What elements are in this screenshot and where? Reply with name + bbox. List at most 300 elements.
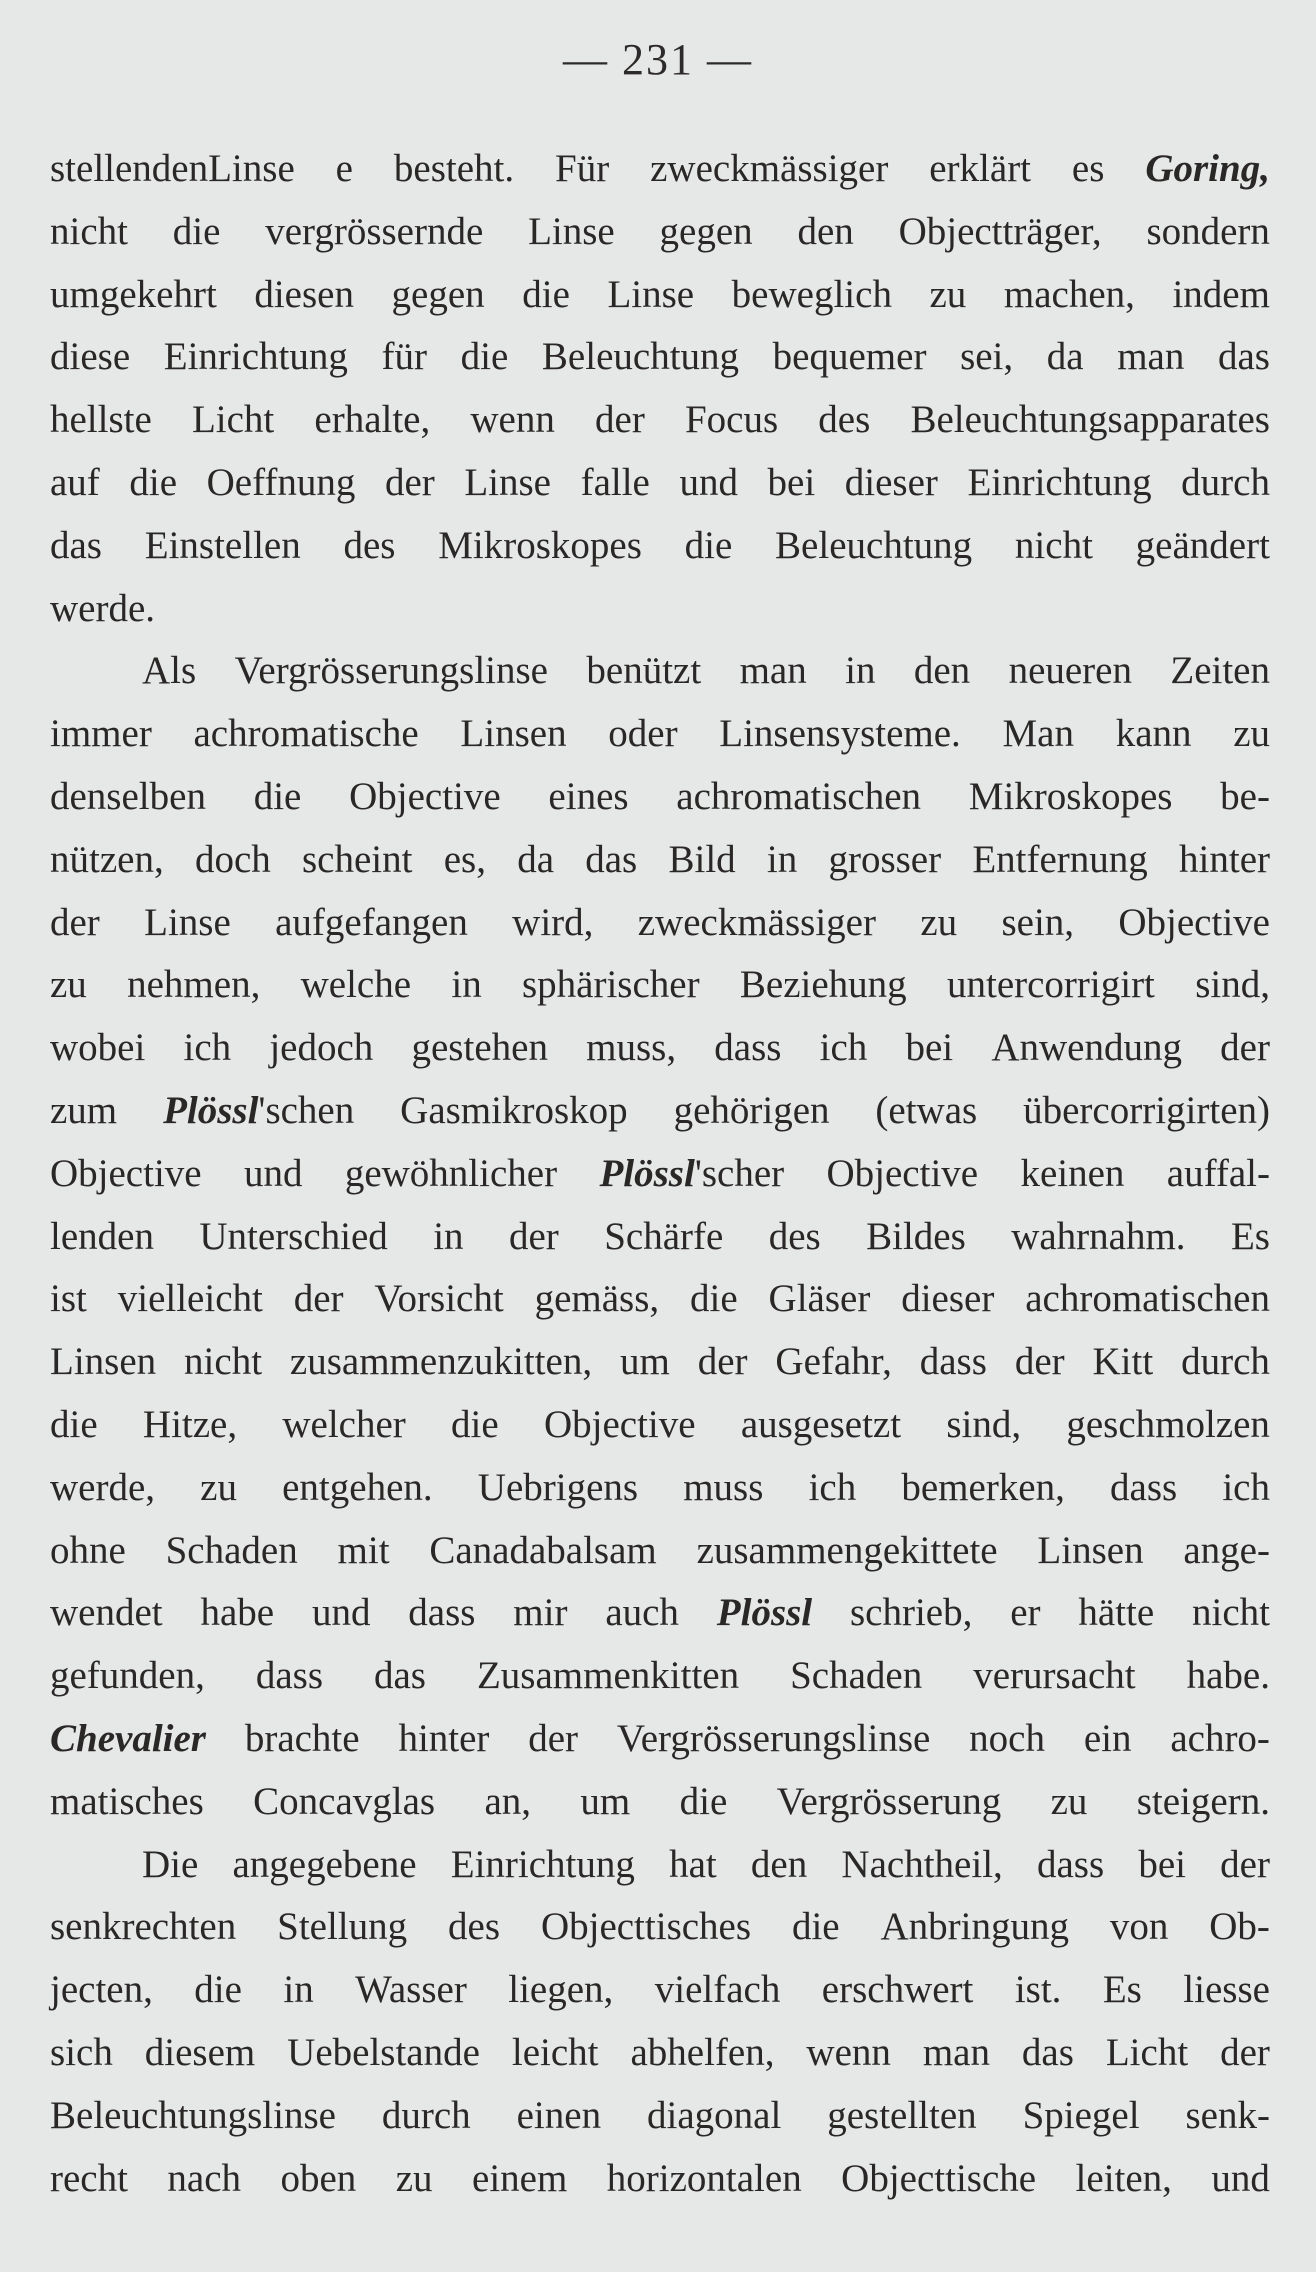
- word: das: [1217, 335, 1270, 379]
- word: vielleicht: [117, 1277, 263, 1321]
- word: brachte: [244, 1716, 360, 1760]
- word: ausgesetzt: [740, 1402, 902, 1446]
- word: Beziehung: [739, 963, 907, 1007]
- word: zweckmässiger: [637, 900, 876, 944]
- word: da: [517, 837, 554, 881]
- word: gegen: [659, 209, 753, 253]
- word: oben: [280, 2156, 357, 2200]
- text-line: [50, 2022, 1270, 2085]
- word: die: [172, 209, 221, 253]
- word: Linse: [528, 209, 615, 253]
- word: Zusammenkitten: [476, 1654, 740, 1698]
- word: man: [922, 2030, 990, 2074]
- word: benützt: [586, 649, 702, 693]
- compound-word: [599, 1143, 784, 1206]
- text-line: [50, 640, 1270, 703]
- word: Als: [142, 649, 197, 693]
- word: ohne: [50, 1528, 126, 1572]
- paragraph: [50, 1834, 1270, 2211]
- word: schrieb,: [849, 1591, 973, 1635]
- word: Beleuchtung: [775, 523, 973, 567]
- word: Mikroskopes: [438, 523, 642, 567]
- text-line: [50, 1143, 1270, 1206]
- word: für: [381, 335, 428, 379]
- word: vergrössernde: [265, 209, 484, 253]
- word: gefunden,: [50, 1654, 205, 1698]
- text-line: [50, 703, 1270, 766]
- word: sich: [50, 2030, 113, 2074]
- word: und: [243, 1151, 303, 1195]
- word: sondern: [1146, 209, 1270, 253]
- word: der: [293, 1277, 344, 1321]
- word: Schaden: [790, 1654, 923, 1698]
- word: Linse: [607, 272, 695, 316]
- text-line: [50, 1017, 1270, 1080]
- word: wahrnahm.: [1011, 1214, 1186, 1258]
- word: dieser: [901, 1277, 995, 1321]
- word: Vergrösserungslinse: [234, 649, 548, 693]
- word: Bildes: [866, 1214, 966, 1258]
- italic-word: Plössl: [163, 1088, 259, 1132]
- word: Entfernung: [972, 837, 1148, 881]
- word: jecten,: [50, 1968, 153, 2012]
- word: dass: [1036, 1842, 1105, 1886]
- text-line: [50, 1394, 1270, 1457]
- word: wird,: [512, 900, 594, 944]
- word: erhalte,: [314, 398, 431, 442]
- word: bequemer: [772, 335, 927, 379]
- word: das: [1021, 2030, 1074, 2074]
- word: hinter: [398, 1716, 490, 1760]
- word: man: [739, 649, 807, 693]
- word: leiten,: [1075, 2156, 1172, 2200]
- word: Linse: [464, 460, 551, 504]
- word: Einrichtung: [450, 1842, 635, 1886]
- word: bei: [1138, 1842, 1186, 1886]
- text-line: [50, 1959, 1270, 2022]
- word: Gefahr,: [775, 1340, 892, 1384]
- word: zu: [50, 963, 87, 1007]
- compound-word: [163, 1080, 354, 1143]
- word: nehmen,: [127, 963, 261, 1007]
- word: 'schen: [258, 1088, 355, 1132]
- word: Oeffnung: [206, 460, 356, 504]
- word: Gasmikroskop: [400, 1088, 628, 1132]
- word: senk-: [1185, 2093, 1270, 2137]
- word: sind,: [1195, 963, 1270, 1007]
- word: zweckmässiger: [650, 147, 889, 190]
- word: eines: [548, 774, 629, 818]
- word: die: [451, 1402, 499, 1446]
- word: zu: [929, 272, 967, 316]
- word: geschmolzen: [1066, 1402, 1270, 1446]
- word: angegebene: [232, 1842, 417, 1886]
- word: achro-: [1170, 1716, 1270, 1760]
- word: habe: [200, 1591, 275, 1635]
- word: der: [1220, 2030, 1270, 2074]
- word: werde.: [50, 586, 156, 630]
- italic-word: Chevalier: [50, 1716, 206, 1760]
- text-line: [50, 2085, 1270, 2148]
- word: ein: [1083, 1716, 1132, 1760]
- word: erschwert: [821, 1968, 974, 2012]
- word: senkrechten: [50, 1905, 237, 1949]
- word: Linsensysteme.: [719, 712, 961, 756]
- word: ich: [819, 1026, 868, 1070]
- word: auffal-: [1166, 1151, 1270, 1195]
- word: Beleuchtung: [541, 335, 740, 379]
- word: untercorrigirt: [946, 963, 1155, 1007]
- word: der: [528, 1716, 579, 1760]
- word: der: [595, 398, 645, 442]
- text-line: [50, 2148, 1270, 2211]
- word: wenn: [806, 2030, 891, 2074]
- word: matisches: [50, 1779, 204, 1823]
- text-line: [50, 1520, 1270, 1583]
- word: des: [343, 523, 396, 567]
- text-line: [50, 1457, 1270, 1520]
- word: bemerken,: [901, 1465, 1065, 1509]
- word: zu: [1050, 1779, 1088, 1823]
- text-line: [50, 1080, 1270, 1143]
- word: nach: [167, 2156, 242, 2200]
- word: durch: [381, 2093, 471, 2137]
- word: Uebelstande: [287, 2030, 480, 2074]
- word: Objective: [543, 1402, 696, 1446]
- word: in: [433, 1214, 464, 1258]
- word: auch: [605, 1591, 679, 1635]
- word: Beleuchtungslinse: [50, 2093, 336, 2137]
- word: werde,: [50, 1465, 156, 1509]
- word: die: [684, 523, 733, 567]
- word: der: [50, 900, 100, 944]
- word: Schaden: [165, 1528, 298, 1572]
- text-line: [50, 326, 1270, 389]
- word: dass: [714, 1026, 782, 1070]
- word: Die: [142, 1842, 199, 1886]
- word: ist: [50, 1277, 87, 1321]
- word: Anbringung: [880, 1905, 1069, 1949]
- word: Hitze,: [142, 1402, 238, 1446]
- word: besteht.: [393, 147, 515, 190]
- text-line: [50, 264, 1270, 327]
- word: diese: [50, 335, 131, 379]
- word: Beleuchtungsapparates: [910, 398, 1270, 442]
- word: Vergrösserung: [776, 1779, 1002, 1823]
- word: ich: [808, 1465, 857, 1509]
- word: Unterschied: [199, 1214, 388, 1258]
- word: die: [253, 774, 302, 818]
- word: wenn: [470, 398, 555, 442]
- word: die: [460, 335, 509, 379]
- word: der: [1014, 1340, 1065, 1384]
- word: nützen,: [50, 837, 164, 881]
- word: Gläser: [768, 1277, 871, 1321]
- word: der: [1220, 1842, 1270, 1886]
- word: habe.: [1186, 1654, 1270, 1698]
- word: dass: [919, 1340, 987, 1384]
- word: den: [797, 209, 854, 253]
- word: welche: [300, 963, 412, 1007]
- word: gegen: [391, 272, 485, 316]
- word: stellendenLinse: [50, 147, 295, 190]
- word: wobei: [50, 1026, 146, 1070]
- word: in: [766, 837, 798, 881]
- text-line: [50, 1834, 1270, 1897]
- word: zusammengekittete: [696, 1528, 998, 1572]
- text-line: [50, 1708, 1270, 1771]
- word: den: [750, 1842, 808, 1886]
- word: des: [448, 1905, 501, 1949]
- italic-word: Goring,: [1145, 147, 1270, 190]
- word: Mikroskopes: [968, 774, 1173, 818]
- word: sind,: [946, 1402, 1022, 1446]
- text-line: [50, 452, 1270, 515]
- word: Vorsicht: [374, 1277, 504, 1321]
- word: umgekehrt: [50, 272, 217, 316]
- word: ich: [1222, 1465, 1270, 1509]
- word: (etwas: [875, 1088, 978, 1132]
- word: sphärischer: [522, 963, 700, 1007]
- word: grosser: [828, 837, 942, 881]
- word: den: [913, 649, 971, 693]
- word: denselben: [50, 774, 206, 818]
- word: es,: [443, 837, 486, 881]
- word: von: [1109, 1905, 1169, 1949]
- word: der: [508, 1214, 559, 1258]
- word: wendet: [50, 1591, 163, 1635]
- word: achromatische: [193, 712, 419, 756]
- word: Objectträger,: [898, 209, 1102, 253]
- text-line: [50, 1331, 1270, 1394]
- word: liesse: [1183, 1968, 1270, 2012]
- text-line: [50, 1268, 1270, 1331]
- word: Es: [1102, 1968, 1142, 2012]
- word: und: [679, 460, 738, 504]
- word: recht: [50, 2156, 128, 2200]
- word: es: [1071, 147, 1105, 190]
- word: in: [845, 649, 876, 693]
- word: be-: [1220, 774, 1270, 818]
- word: Objective: [826, 1151, 979, 1195]
- word: auf: [50, 460, 100, 504]
- word: liegen,: [508, 1968, 614, 2012]
- word: steigern.: [1136, 1779, 1270, 1823]
- word: aufgefangen: [275, 900, 468, 944]
- word: des: [768, 1214, 821, 1258]
- word: an,: [484, 1779, 532, 1823]
- text-line: [50, 1582, 1270, 1645]
- word: machen,: [1003, 272, 1135, 316]
- word: oder: [608, 712, 678, 756]
- word: bei: [905, 1026, 954, 1070]
- word: falle: [580, 460, 650, 504]
- word: lenden: [50, 1214, 154, 1258]
- word: man: [1117, 335, 1185, 379]
- word: kann: [1115, 712, 1192, 756]
- word: abhelfen,: [630, 2030, 775, 2074]
- word: Linsen: [50, 1340, 157, 1384]
- word: die: [194, 1968, 242, 2012]
- text-line: [50, 578, 1270, 641]
- word: da: [1046, 335, 1084, 379]
- word: ist.: [1014, 1968, 1062, 2012]
- word: diesen: [254, 272, 354, 316]
- word: dass: [1110, 1465, 1178, 1509]
- word: zu: [395, 2156, 433, 2200]
- word: das: [374, 1654, 426, 1698]
- word: Einstellen: [144, 523, 301, 567]
- text-line: [50, 954, 1270, 1017]
- word: Wasser: [355, 1968, 467, 2012]
- word: nicht: [1014, 523, 1093, 567]
- word: Linse: [144, 900, 231, 944]
- word: dieser: [844, 460, 938, 504]
- word: Es: [1230, 1214, 1270, 1258]
- word: e: [335, 147, 353, 190]
- word: Für: [555, 147, 610, 190]
- word: Linsen: [1037, 1528, 1144, 1572]
- word: der: [384, 460, 435, 504]
- word: Zeiten: [1170, 649, 1270, 693]
- word: muss,: [586, 1026, 677, 1070]
- word: erklärt: [929, 147, 1032, 190]
- word: die: [679, 1779, 728, 1823]
- word: einem: [472, 2156, 568, 2200]
- page-number: — 231 —: [563, 35, 753, 84]
- word: gemäss,: [534, 1277, 660, 1321]
- word: hat: [669, 1842, 717, 1886]
- word: diagonal: [647, 2093, 782, 2137]
- word: indem: [1172, 272, 1270, 316]
- word: zusammenzukitten,: [289, 1340, 593, 1384]
- word: 'scher: [694, 1151, 785, 1195]
- word: sei,: [960, 335, 1014, 379]
- text-line: [50, 389, 1270, 452]
- word: verursacht: [973, 1654, 1136, 1698]
- word: um: [619, 1340, 670, 1384]
- word: Anwendung: [991, 1026, 1182, 1070]
- word: hellste: [50, 398, 152, 442]
- word: Objective: [50, 1151, 202, 1195]
- word: und: [311, 1591, 371, 1635]
- word: zu: [1233, 712, 1270, 756]
- word: Nachtheil,: [841, 1842, 1003, 1886]
- word: dass: [408, 1591, 476, 1635]
- word: Ob-: [1209, 1905, 1270, 1949]
- word: jedoch: [269, 1026, 374, 1070]
- text-line: [50, 138, 1270, 201]
- word: und: [1211, 2156, 1270, 2200]
- word: Einrichtung: [967, 460, 1152, 504]
- word: mit: [337, 1528, 390, 1572]
- word: Licht: [1105, 2030, 1189, 2074]
- text-line: [50, 766, 1270, 829]
- italic-word: Plössl: [716, 1591, 813, 1635]
- word: Objecttisches: [540, 1905, 752, 1949]
- word: Concavglas: [253, 1779, 436, 1823]
- word: nicht: [184, 1340, 263, 1384]
- word: in: [451, 963, 482, 1007]
- word: Focus: [684, 398, 779, 442]
- text-line: [50, 1771, 1270, 1834]
- word: achromatischen: [1025, 1277, 1270, 1321]
- word: Canadabalsam: [429, 1528, 657, 1572]
- word: Einrichtung: [163, 335, 348, 379]
- word: gestellten: [827, 2093, 977, 2137]
- word: Objective: [349, 774, 501, 818]
- word: neueren: [1008, 649, 1132, 693]
- text-line: [50, 515, 1270, 578]
- word: die: [129, 460, 178, 504]
- word: gewöhnlicher: [344, 1151, 558, 1195]
- word: der: [1220, 1026, 1270, 1070]
- text-line: [50, 201, 1270, 264]
- word: dass: [255, 1654, 324, 1698]
- word: in: [283, 1968, 314, 2012]
- word: geändert: [1135, 523, 1270, 567]
- word: gestehen: [411, 1026, 548, 1070]
- text-line: [50, 1645, 1270, 1708]
- word: Kitt: [1092, 1340, 1154, 1384]
- word: Objecttische: [841, 2156, 1037, 2200]
- word: ange-: [1183, 1528, 1270, 1572]
- word: des: [818, 398, 871, 442]
- word: vielfach: [654, 1968, 781, 2012]
- word: Objective: [1118, 900, 1270, 944]
- text-line: [50, 829, 1270, 892]
- word: Stellung: [277, 1905, 408, 1949]
- word: nicht: [1192, 1591, 1270, 1635]
- word: achromatischen: [676, 774, 922, 818]
- word: zu: [920, 900, 958, 944]
- word: das: [585, 837, 638, 881]
- word: immer: [50, 712, 152, 756]
- word: die: [690, 1277, 738, 1321]
- word: die: [791, 1905, 840, 1949]
- word: er: [1010, 1591, 1041, 1635]
- word: bei: [767, 460, 816, 504]
- word: das: [50, 523, 102, 567]
- word: entgehen.: [282, 1465, 433, 1509]
- word: Man: [1002, 712, 1074, 756]
- word: um: [580, 1779, 631, 1823]
- italic-word: Plössl: [599, 1151, 695, 1195]
- word: ich: [183, 1026, 232, 1070]
- word: Schärfe: [604, 1214, 724, 1258]
- word: die: [522, 272, 570, 316]
- word: nicht: [50, 209, 128, 253]
- word: Spiegel: [1022, 2093, 1140, 2137]
- word: sein,: [1001, 900, 1075, 944]
- word: beweglich: [731, 272, 892, 316]
- text-line: [50, 1896, 1270, 1959]
- word: zu: [200, 1465, 237, 1509]
- word: welcher: [282, 1402, 406, 1446]
- word: muss: [683, 1465, 764, 1509]
- word: Vergrösserungslinse: [616, 1716, 931, 1760]
- word: die: [50, 1402, 98, 1446]
- word: hinter: [1179, 837, 1270, 881]
- word: noch: [969, 1716, 1045, 1760]
- word: der: [697, 1340, 748, 1384]
- word: horizontalen: [606, 2156, 802, 2200]
- word: Licht: [191, 398, 275, 442]
- word: scheint: [302, 837, 413, 881]
- word: mir: [513, 1591, 568, 1635]
- word: hätte: [1078, 1591, 1155, 1635]
- word: Bild: [668, 837, 736, 881]
